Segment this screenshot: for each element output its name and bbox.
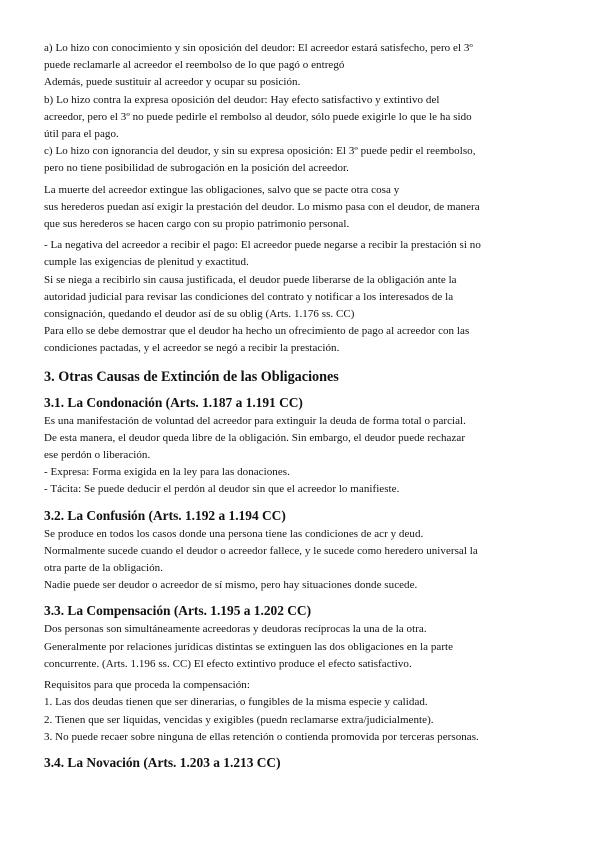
text-line: que sus herederos se hacen cargo con su propio patrimonio personal.	[44, 218, 350, 231]
text-line: - La negativa del acreedor a recibir el pago: El acreedor puede negarse a recibir la prestación si no	[44, 239, 481, 252]
text-line: De esta manera, el deudor queda libre de la obligación. Sin embargo, el deudor puede rechazar	[44, 431, 466, 444]
subsection-heading-compensacion: 3.3. La Compensación (Arts. 1.195 a 1.202 CC)	[44, 603, 312, 619]
paragraph-muerte	[44, 182, 560, 234]
text-line: b) Lo hizo contra la expresa oposición del deudor: Hay efecto satisfactivo y extintivo del	[44, 93, 440, 106]
text-line: autoridad judicial para revisar las condiciones del contrato y notificar a los interesados de la	[44, 290, 454, 303]
text-line: puede reclamarle al acreedor el reembolso de lo que pagó o entregó	[44, 59, 345, 72]
compensacion-requisitos	[44, 677, 560, 746]
paragraph-b	[44, 92, 560, 144]
text-line: otra parte de la obligación.	[44, 562, 163, 575]
paragraph-c	[44, 143, 560, 177]
text-line: Para ello se debe demostrar que el deudor ha hecho un ofrecimiento de pago al acreedor con las	[44, 325, 470, 338]
text-line: - Expresa: Forma exigida en la ley para las donaciones.	[44, 466, 290, 479]
compensacion-body	[44, 621, 560, 673]
list-item: 2. Tienen que ser líquidas, vencidas y exigibles (puedn reclamarse extra/judicialmente).	[44, 713, 434, 726]
text-line: - Tácita: Se puede deducir el perdón al deudor sin que el acreedor lo manifieste.	[44, 483, 400, 496]
subsection-heading-condonacion: 3.1. La Condonación (Arts. 1.187 a 1.191 CC)	[44, 394, 303, 410]
text-line: a) Lo hizo con conocimiento y sin oposición del deudor: El acreedor estará satisfecho, pero el 3º	[44, 42, 473, 54]
text-line: Además, puede sustituir al acreedor y ocupar su posición.	[44, 76, 301, 89]
text-line: Es una manifestación de voluntad del acreedor para extinguir la deuda de forma total o parcial.	[44, 414, 466, 427]
text-line: consignación, quedando el deudor así de su oblig (Arts. 1.176 ss. CC)	[44, 308, 355, 321]
text-line: c) Lo hizo con ignorancia del deudor, y sin su expresa oposición: El 3º puede pedir el reembolso,	[44, 145, 476, 158]
text-line: Se produce en todos los casos donde una persona tiene las condiciones de acr y deud.	[44, 527, 424, 540]
section-heading: 3. Otras Causas de Extinción de las Obligaciones	[44, 368, 339, 385]
text-line: sus herederos puedan así exigir la prestación del deudor. Lo mismo pasa con el deudor, de manera	[44, 200, 480, 213]
list-item: 3. No puede recaer sobre ninguna de ellas retención o contienda promovida por terceras personas.	[44, 730, 479, 743]
text-line: Dos personas son simultáneamente acreedoras y deudoras recíprocas la una de la otra.	[44, 623, 427, 636]
text-line: Generalmente por relaciones jurídicas distintas se extinguen las dos obligaciones en la parte	[44, 640, 454, 653]
subsection-heading-novacion: 3.4. La Novación (Arts. 1.203 a 1.213 CC)	[44, 754, 281, 770]
text-line: útil para el pago.	[44, 128, 119, 141]
confusion-body	[44, 526, 560, 595]
text-line: ese perdón o liberación.	[44, 449, 151, 462]
text-line: cumple las exigencias de plenitud y exactitud.	[44, 256, 249, 269]
text-line: pero no tiene posibilidad de subrogación en la posición del acreedor.	[44, 162, 349, 175]
text-line: Normalmente sucede cuando el deudor o acreedor fallece, y le sucede como heredero universal la	[44, 544, 478, 557]
text-line: La muerte del acreedor extingue las obligaciones, salvo que se pacte otra cosa y	[44, 183, 400, 196]
text-line: Requisitos para que proceda la compensación:	[44, 679, 250, 692]
text-line: acreedor, pero el 3º no puede pedirle el rembolso al deudor, sólo puede exigirle lo que le ha sido	[44, 110, 472, 123]
text-line: Nadie puede ser deudor o acreedor de sí mismo, pero hay situaciones donde sucede.	[44, 579, 418, 592]
text-line: Si se niega a recibirlo sin causa justificada, el deudor puede liberarse de la obligación ante la	[44, 273, 457, 286]
paragraph-negativa	[44, 237, 560, 357]
condonacion-body	[44, 413, 560, 499]
subsection-heading-confusion: 3.2. La Confusión (Arts. 1.192 a 1.194 CC)	[44, 507, 286, 523]
text-line: condiciones pactadas, y el acreedor se negó a recibir la prestación.	[44, 342, 340, 355]
paragraph-a	[44, 40, 560, 92]
text-line: concurrente. (Arts. 1.196 ss. CC) El efecto extintivo produce el efecto satisfactivo.	[44, 657, 412, 670]
list-item: 1. Las dos deudas tienen que ser dinerarias, o fungibles de la misma especie y calidad.	[44, 696, 428, 709]
